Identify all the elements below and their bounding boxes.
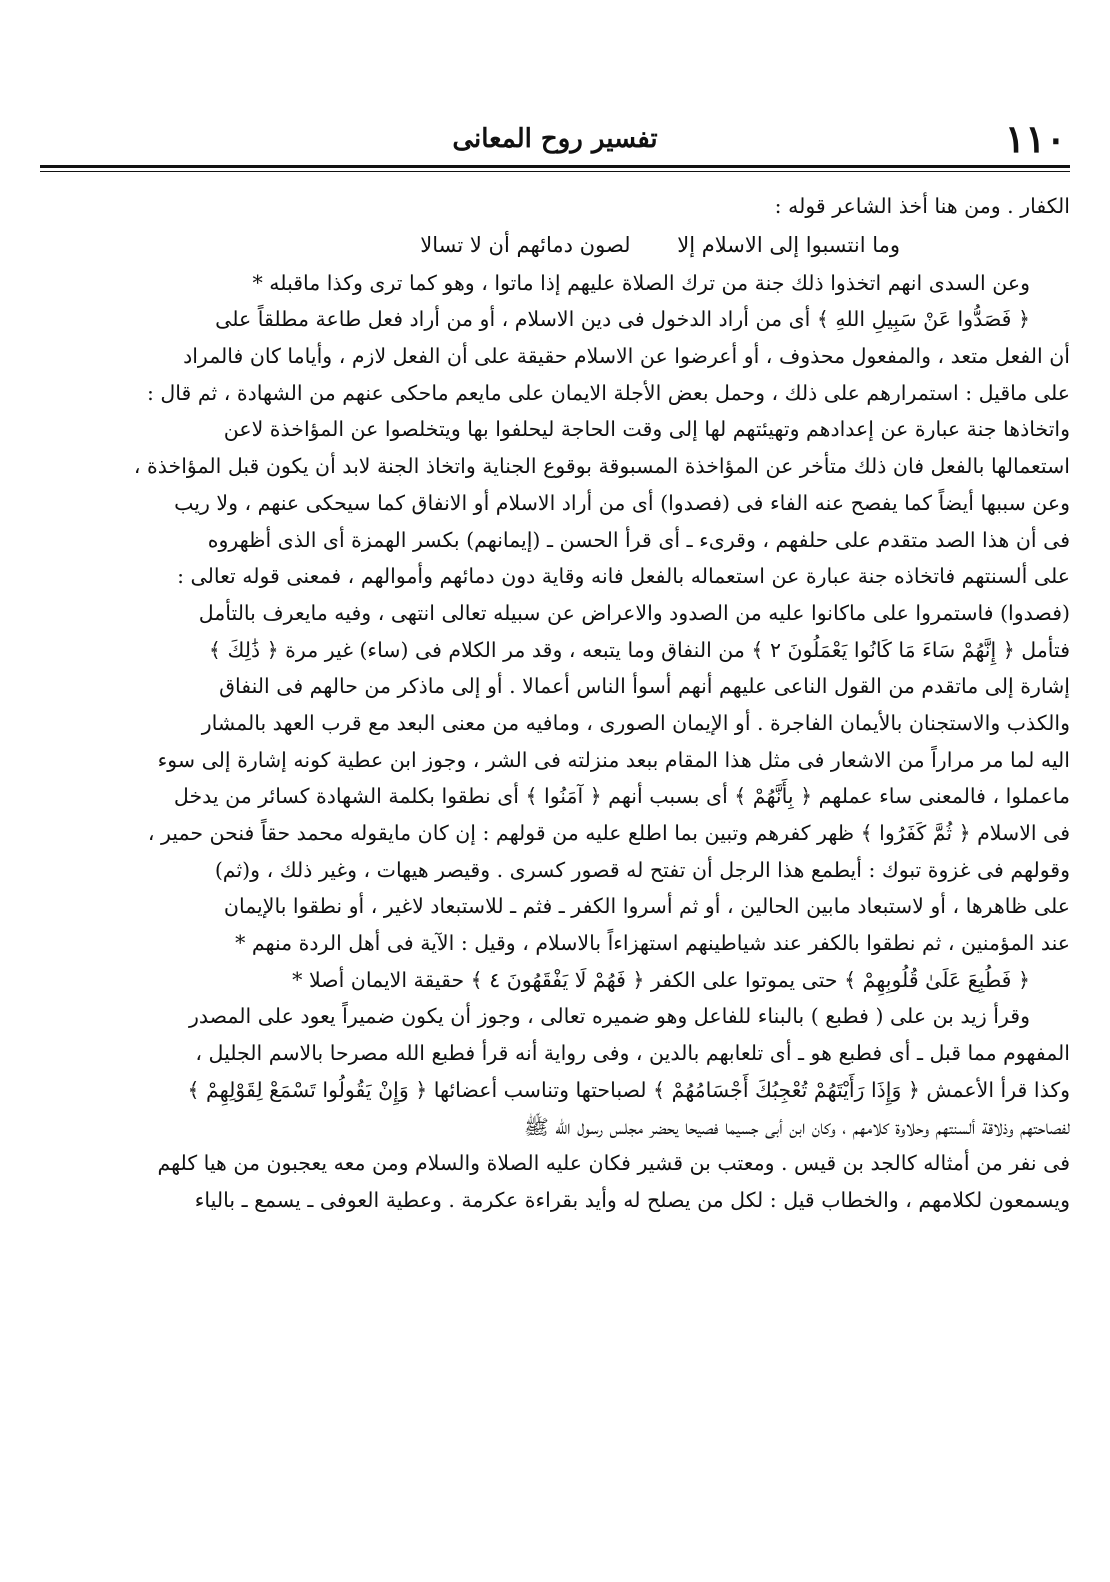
text-line: وعن سببها أيضاً كما يفصح عنه الفاء فى (فصدوا) أى من أراد الاسلام أو الانفاق كما سيحكى عنهم ، ولا ريب [174, 490, 1070, 515]
book-page [40, 115, 1070, 1555]
verse-second-hemistich: لصون دمائهم أن لا تسالا [420, 232, 631, 257]
quran-commentary-line: فى الاسلام ﴿ ثُمَّ كَفَرُوا ﴾ ظهر كفرهم وتبين بما اطلع عليه من قولهم : إن كان مايقوله محمد حقاً فنحن حمير ، [147, 821, 1070, 845]
quran-commentary-line: ﴿ فَصَدُّوا عَنْ سَبِيلِ اللهِ ﴾ أى من أراد الدخول فى دين الاسلام ، أو من أراد فعل طاعة مطلقاً على [215, 307, 1030, 332]
text-line: وقرأ زيد بن على ( فطبع ) بالبناء للفاعل وهو ضميره تعالى ، وجوز أن يكون ضميراً يعود على المصدر [188, 1004, 1030, 1029]
header-rule-thick [40, 165, 1070, 168]
quran-commentary-line: وكذا قرأ الأعمش ﴿ وَإِذَا رَأَيْتَهُمْ تُعْجِبُكَ أَجْسَامُهُمْ ﴾ لصباحتها وتناسب أعضائها ﴿ وَإِنْ يَقُولُوا تَسْمَعْ لِقَوْلِهِمْ ﴾ [187, 1077, 1070, 1102]
text-line: وعن السدى انهم اتخذوا ذلك جنة من ترك الصلاة عليهم إذا ماتوا ، وهو كما ترى وكذا ماقبله * [252, 270, 1030, 295]
text-line: على ماقيل : استمرارهم على ذلك ، وحمل بعض الأجلة الايمان على مايعم ماحكى عنهم من الشهادة ، ثم قال : [146, 380, 1070, 405]
poetry-verse [40, 225, 1070, 265]
text-line: والكذب والاستجنان بالأيمان الفاجرة . أو الإيمان الصورى ، ومافيه من معنى البعد مع قرب العهد بالمشار [201, 710, 1070, 735]
quran-commentary-line: ﴿ فَطُبِعَ عَلَىٰ قُلُوبِهِمْ ﴾ حتى يموتوا على الكفر ﴿ فَهُمْ لَا يَفْقَهُونَ ٤ ﴾ حقيقة الايمان أصلا * [292, 967, 1030, 992]
text-line: لفصاحتهم وذلاقة ألسنتهم وحلاوة كلامهم ، وكان ابن أبى جسيما فصيحا يحضر مجلس رسول الله ﷺ [523, 1114, 1070, 1139]
text-line: ويسمعون لكلامهم ، والخطاب قيل : لكل من يصلح له وأيد بقراءة عكرمة . وعطية العوفى ـ يسمع ـ بالياء [194, 1187, 1070, 1212]
text-line: على ظاهرها ، أو لاستبعاد مابين الحالين ، أو ثم أسروا الكفر ـ فثم ـ للاستبعاد لاغير ، أو نطقوا بالإيمان [223, 894, 1070, 919]
text-line: فى أن هذا الصد متقدم على حلفهم ، وقرىء ـ أى قرأ الحسن ـ (إيمانهم) بكسر الهمزة أى الذى أظهروه [207, 527, 1070, 552]
text-line: المفهوم مما قبل ـ أى فطبع هو ـ أى تلعابهم بالدين ، وفى رواية أنه قرأ فطبع الله مصرحا بالاسم الجليل ، [195, 1041, 1070, 1066]
text-line: استعمالها بالفعل فان ذلك متأخر عن المؤاخذة المسبوقة بوقوع الجناية واتخاذ الجنة لابد أن يكون قبل المؤاخذة ، [133, 454, 1070, 479]
quran-commentary-line: ماعملوا ، فالمعنى ساء عملهم ﴿ بِأَنَّهُمْ ﴾ أى بسبب أنهم ﴿ آمَنُوا ﴾ أى نطقوا بكلمة الشهادة كسائر من يدخل [173, 784, 1070, 809]
quran-commentary-line: فتأمل ﴿ إِنَّهُمْ سَاءَ مَا كَانُوا يَعْمَلُونَ ٢ ﴾ من النفاق وما يتبعه ، وقد مر الكلام فى (ساء) غير مرة ﴿ ذَٰلِكَ ﴾ [208, 637, 1070, 662]
text-line: فى نفر من أمثاله كالجد بن قيس . ومعتب بن قشير فكان عليه الصلاة والسلام ومن معه يعجبون من هيا كلهم [157, 1151, 1070, 1176]
text-line: أن الفعل متعد ، والمفعول محذوف ، أو أعرضوا عن الاسلام حقيقة على أن الفعل لازم ، وأياما كان فالمراد [183, 344, 1070, 369]
text-line: اليه لما مر مراراً من الاشعار فى مثل هذا المقام ببعد منزلته فى الشر ، وجوز ابن عطية كونه إشارة إلى سوء [157, 747, 1070, 772]
text-line: واتخاذها جنة عبارة عن إعدادهم وتهيئتهم لها إلى وقت الحاجة ليحلفوا بها ويتخلصوا عن المؤاخذة لاعن [223, 417, 1070, 442]
body-text [40, 188, 1070, 1219]
running-title: تفسير روح المعانى [452, 124, 658, 154]
page-number: ١١٠ [1004, 116, 1066, 161]
header-rule-thin [40, 171, 1070, 172]
text-line: على ألسنتهم فاتخاذه جنة عبارة عن استعماله بالفعل فانه وقاية دون دمائهم وأموالهم ، فمعنى قوله تعالى : [177, 564, 1070, 589]
text-line: وقولهم فى غزوة تبوك : أيطمع هذا الرجل أن تفتح له قصور كسرى . وقيصر هيهات ، وغير ذلك ، و(ثم) [214, 857, 1070, 882]
verse-first-hemistich: وما انتسبوا إلى الاسلام إلا [677, 232, 900, 257]
text-line: الكفار . ومن هنا أخذ الشاعر قوله : [774, 194, 1070, 218]
text-line: (فصدوا) فاستمروا على ماكانوا عليه من الصدود والاعراض عن سبيله تعالى انتهى ، وفيه مايعرف بالتأمل [198, 600, 1070, 625]
text-line: إشارة إلى ماتقدم من القول الناعى عليهم أنهم أسوأ الناس أعمالا . أو إلى ماذكر من حالهم فى النفاق [219, 674, 1070, 699]
page-header [40, 115, 1070, 163]
text-line: عند المؤمنين ، ثم نطقوا بالكفر عند شياطينهم استهزاءاً بالاسلام ، وقيل : الآية فى أهل الردة منهم * [235, 931, 1070, 956]
